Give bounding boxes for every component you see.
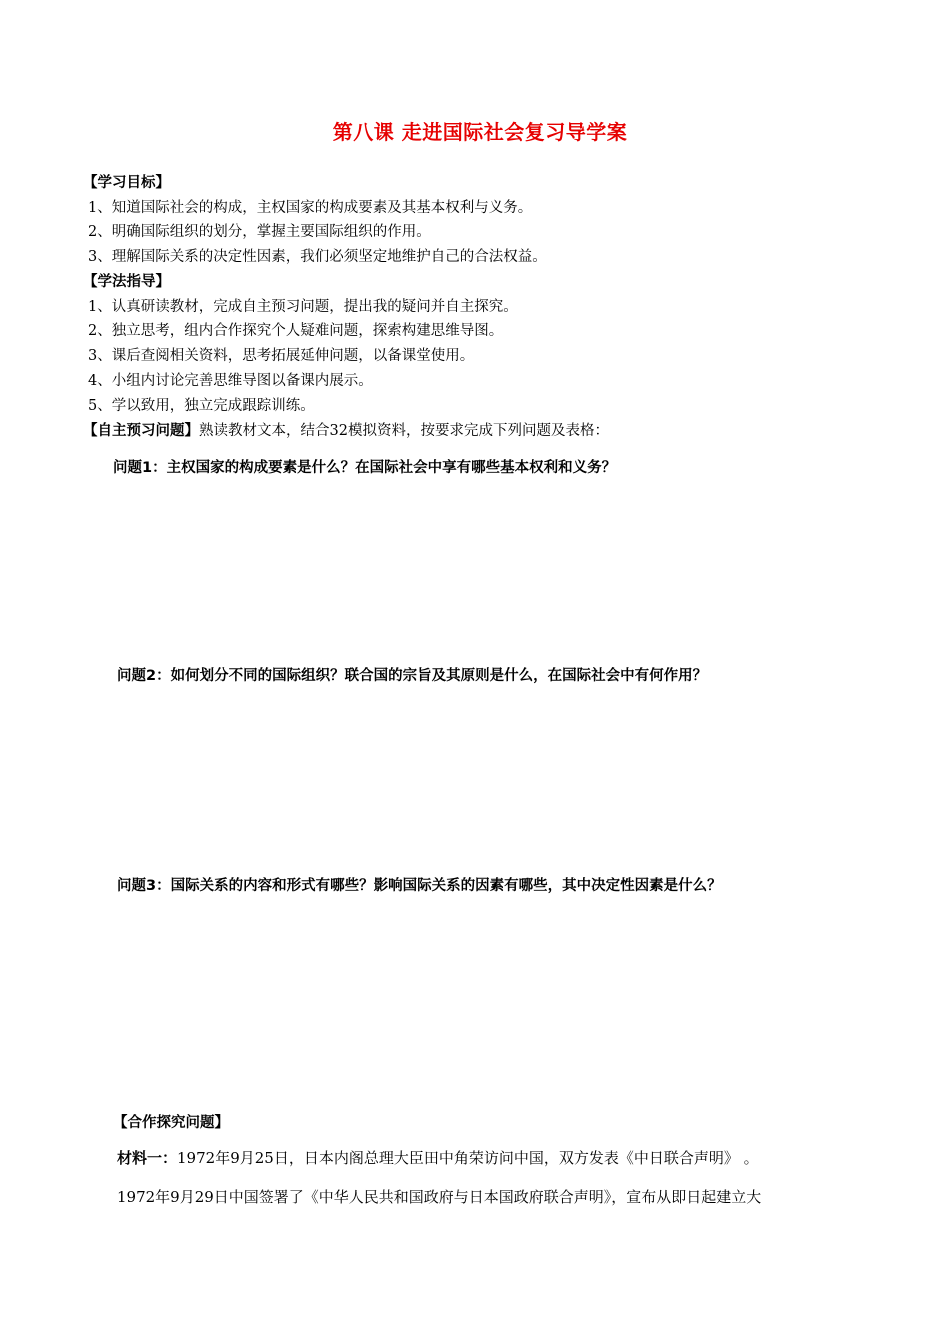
material-text-1: 1972年9月25日，日本内阁总理大臣田中角荣访问中国，双方发表《中日联合声明》 。 bbox=[177, 1149, 759, 1167]
method-item-4: 4、小组内讨论完善思维导图以备课内展示。 bbox=[88, 373, 373, 389]
objective-item-3: 3、理解国际关系的决定性因素，我们必须坚定地维护自己的合法权益。 bbox=[88, 249, 547, 265]
preview-question-2: 问题2：如何划分不同的国际组织？联合国的宗旨及其原则是什么，在国际社会中有何作用？ bbox=[117, 668, 708, 684]
objective-item-2: 2、明确国际组织的划分，掌握主要国际组织的作用。 bbox=[88, 224, 431, 240]
method-item-1: 1、认真研读教材，完成自主预习问题，提出我的疑问并自主探究。 bbox=[88, 299, 518, 315]
preview-line bbox=[83, 421, 609, 441]
preview-intro: 熟读教材文本，结合32模拟资料，按要求完成下列问题及表格： bbox=[199, 423, 609, 439]
cooperation-heading: 【合作探究问题】 bbox=[113, 1115, 229, 1131]
objectives-heading: 【学习目标】 bbox=[83, 175, 170, 191]
method-item-5: 5、学以致用，独立完成跟踪训练。 bbox=[88, 398, 315, 414]
material-line-2: 1972年9月29日中国签署了《中华人民共和国政府与日本国政府联合声明》，宣布从即日起建立大 bbox=[117, 1188, 762, 1206]
methods-heading: 【学法指导】 bbox=[83, 274, 170, 290]
material-line-1 bbox=[117, 1147, 759, 1169]
preview-heading: 【自主预习问题】 bbox=[83, 423, 199, 439]
method-item-3: 3、课后查阅相关资料，思考拓展延伸问题，以备课堂使用。 bbox=[88, 348, 475, 364]
material-label: 材料一： bbox=[117, 1149, 178, 1167]
preview-question-3: 问题3：国际关系的内容和形式有哪些？影响国际关系的因素有哪些，其中决定性因素是什么？ bbox=[117, 878, 722, 894]
page-title: 第八课 走进国际社会复习导学案 bbox=[332, 120, 628, 144]
method-item-2: 2、独立思考，组内合作探究个人疑难问题，探索构建思维导图。 bbox=[88, 323, 504, 339]
objective-item-1: 1、知道国际社会的构成，主权国家的构成要素及其基本权利与义务。 bbox=[88, 200, 533, 216]
preview-question-1: 问题1：主权国家的构成要素是什么？在国际社会中享有哪些基本权利和义务？ bbox=[113, 460, 617, 476]
